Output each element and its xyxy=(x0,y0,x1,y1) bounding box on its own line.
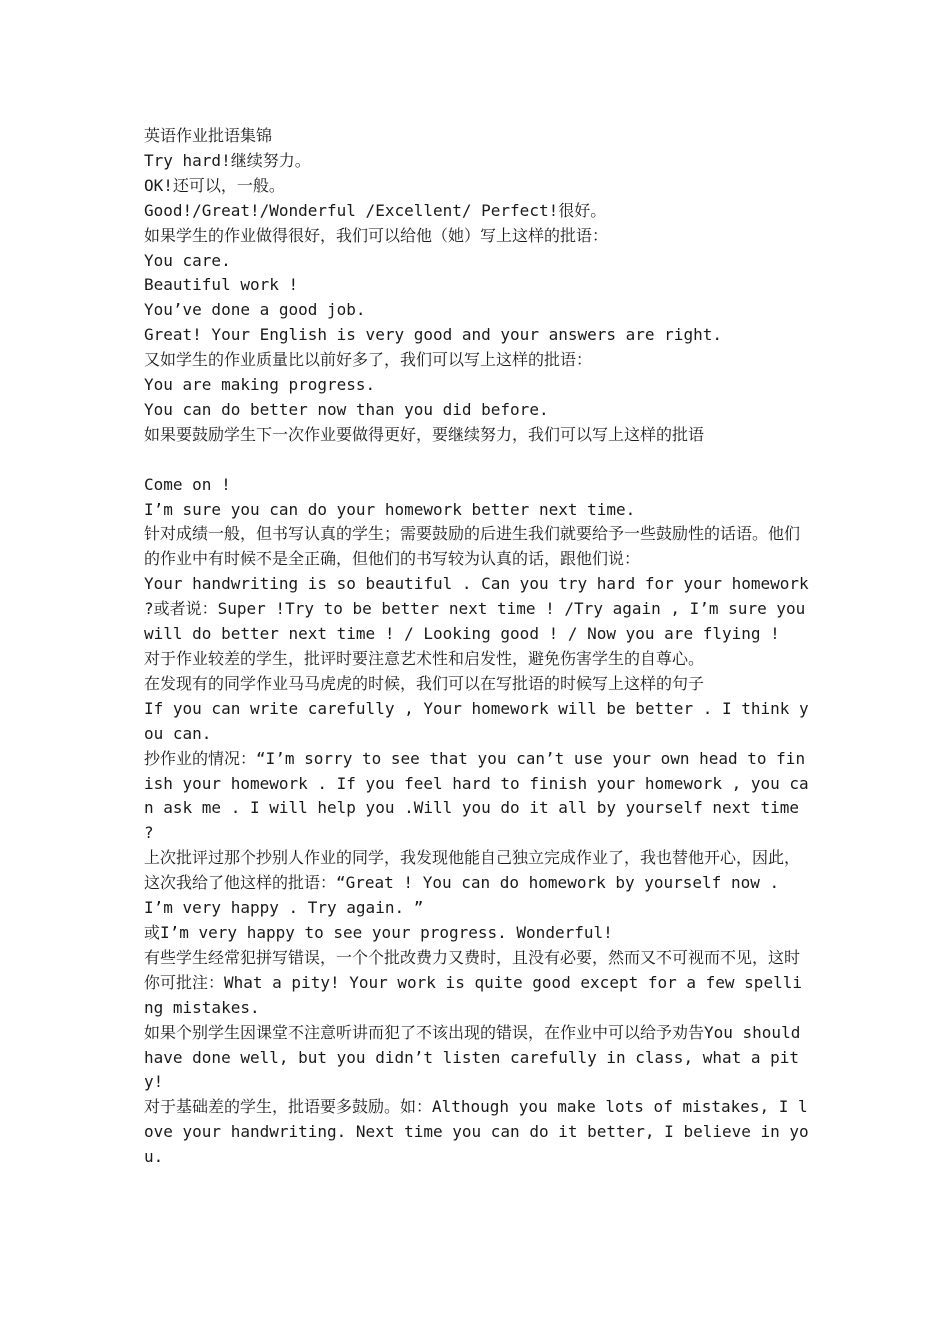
blank-line xyxy=(144,448,810,473)
document-line: 有些学生经常犯拼写错误，一个个批改费力又费时，且没有必要，然而又不可视而不见，这时你可批注：What a pity! Your work is quite good except for a few spelling mistakes. xyxy=(144,947,802,1017)
document-line: Your handwriting is so beautiful . Can you try hard for your homework ?或者说：Super !Try to be better next time ! /Try again , I’m sure you will do better next time ! / Looking good ! / Now you are flying ! xyxy=(144,574,819,644)
document-line: OK!还可以，一般。 xyxy=(144,175,285,195)
document-line: 上次批评过那个抄别人作业的同学，我发现他能自己独立完成作业了，我也替他开心，因此，这次我给了他这样的批语：“Great ! You can do homework by yourself now . I’m very happy . Try again. ” xyxy=(144,848,801,918)
document-line: Great! Your English is very good and your answers are right. xyxy=(144,325,722,345)
document-line: 如果要鼓励学生下一次作业要做得更好，要继续努力，我们可以写上这样的批语 xyxy=(144,424,705,444)
document-line: I’m sure you can do your homework better next time. xyxy=(144,499,636,519)
document-body xyxy=(144,124,819,1170)
document-line: Try hard!继续努力。 xyxy=(144,150,311,170)
document-line: You’ve done a good job. xyxy=(144,300,366,320)
document-line: Come on ! xyxy=(144,474,231,494)
document-title: 英语作业批语集锦 xyxy=(144,126,273,145)
document-line: 对于作业较差的学生，批评时要注意艺术性和启发性，避免伤害学生的自尊心。 xyxy=(144,649,705,669)
document-line: 或I’m very happy to see your progress. Wonderful! xyxy=(144,922,613,942)
document-line: You are making progress. xyxy=(144,375,376,395)
document-line: If you can write carefully , Your homework will be better . I think you can. xyxy=(144,698,809,743)
document-line: 在发现有的同学作业马马虎虎的时候，我们可以在写批语的时候写上这样的句子 xyxy=(144,673,705,693)
document-line: 对于基础差的学生，批语要多鼓励。如：Although you make lots of mistakes, I love your handwriting. Next time you can do it better, I believe in you. xyxy=(144,1097,809,1167)
document-line: You can do better now than you did before. xyxy=(144,399,549,419)
document-line: Beautiful work ! xyxy=(144,275,299,295)
document-line: Good!/Great!/Wonderful /Excellent/ Perfect!很好。 xyxy=(144,200,607,220)
document-line: 如果个别学生因课堂不注意听讲而犯了不该出现的错误，在作业中可以给予劝告You should have done well, but you didn’t listen carefully in class, what a pity! xyxy=(144,1022,810,1092)
document-line: 抄作业的情况：“I’m sorry to see that you can’t use your own head to finish your homework . If you feel hard to finish your homework , you can ask me . I will help you .Will you do it all by yourself next time ? xyxy=(144,748,809,843)
document-line: 如果学生的作业做得很好，我们可以给他（她）写上这样的批语： xyxy=(144,225,609,245)
document-line: 针对成绩一般，但书写认真的学生；需要鼓励的后进生我们就要给予一些鼓励性的话语。他们的作业中有时候不是全正确，但他们的书写较为认真的话，跟他们说： xyxy=(144,524,801,569)
document-lines xyxy=(144,149,819,1170)
document-line: You care. xyxy=(144,250,231,270)
document-line: 又如学生的作业质量比以前好多了，我们可以写上这样的批语： xyxy=(144,350,593,370)
